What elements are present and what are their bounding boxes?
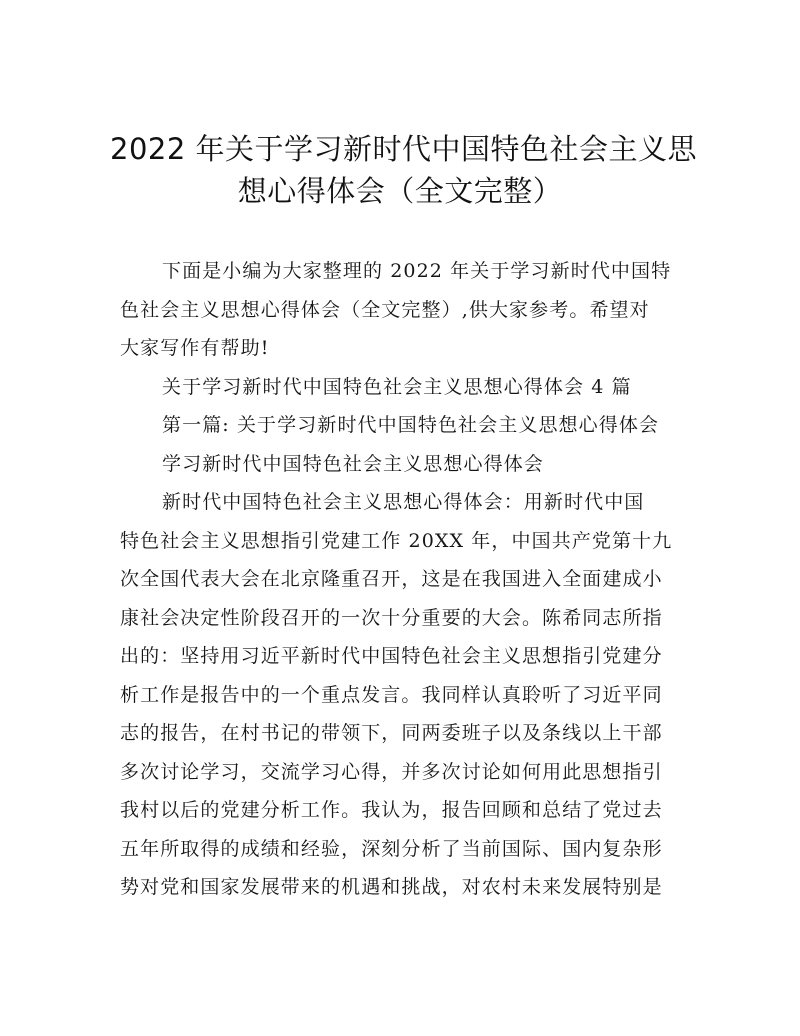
collection-heading — [120, 368, 686, 407]
text-line: 色社会主义思想心得体会（全文完整）,供大家参考。希望对 — [120, 298, 650, 321]
text-line: 势对党和国家发展带来的机遇和挑战，对农村未来发展特别是 — [120, 876, 663, 898]
text-line: 大家写作有帮助! — [120, 337, 270, 359]
text-line: 新时代中国特色社会主义思想心得体会：用新时代中国 — [162, 491, 645, 513]
text-line: 特色社会主义思想指引党建工作 20XX 年，中国共产党第十九 — [120, 529, 673, 552]
title-line: 想心得体会（全文完整） — [237, 174, 563, 208]
text-line: 志的报告，在村书记的带领下，同两委班子以及条线以上干部 — [120, 722, 663, 744]
text-line: 多次讨论学习，交流学习心得，并多次讨论如何用此思想指引 — [120, 760, 663, 783]
title-line: 2022 年关于学习新时代中国特色社会主义思 — [110, 132, 698, 166]
text-line: 析工作是报告中的一个重点发言。我同样认真聆听了习近平同 — [120, 683, 663, 706]
text-line: 康社会决定性阶段召开的一次十分重要的大会。陈希同志所指 — [120, 606, 663, 629]
text-line: 我村以后的党建分析工作。我认为，报告回顾和总结了党过去 — [120, 799, 663, 821]
text-line: 关于学习新时代中国特色社会主义思想心得体会 4 篇 — [162, 375, 632, 398]
text-line: 出的：坚持用习近平新时代中国特色社会主义思想指引党建分 — [120, 645, 663, 667]
document-body — [120, 252, 686, 907]
section-heading — [120, 406, 686, 445]
text-line: 下面是小编为大家整理的 2022 年关于学习新时代中国特 — [162, 260, 672, 282]
document-title — [110, 128, 698, 212]
text-line: 学习新时代中国特色社会主义思想心得体会 — [162, 452, 544, 475]
body-paragraph — [120, 483, 686, 907]
article-heading — [120, 445, 686, 484]
text-line: 五年所取得的成绩和经验，深刻分析了当前国际、国内复杂形 — [120, 837, 663, 860]
text-line: 第一篇: 关于学习新时代中国特色社会主义思想心得体会 — [162, 414, 660, 436]
text-line: 次全国代表大会在北京隆重召开，这是在我国进入全面建成小 — [120, 568, 663, 590]
intro-paragraph — [120, 252, 686, 368]
